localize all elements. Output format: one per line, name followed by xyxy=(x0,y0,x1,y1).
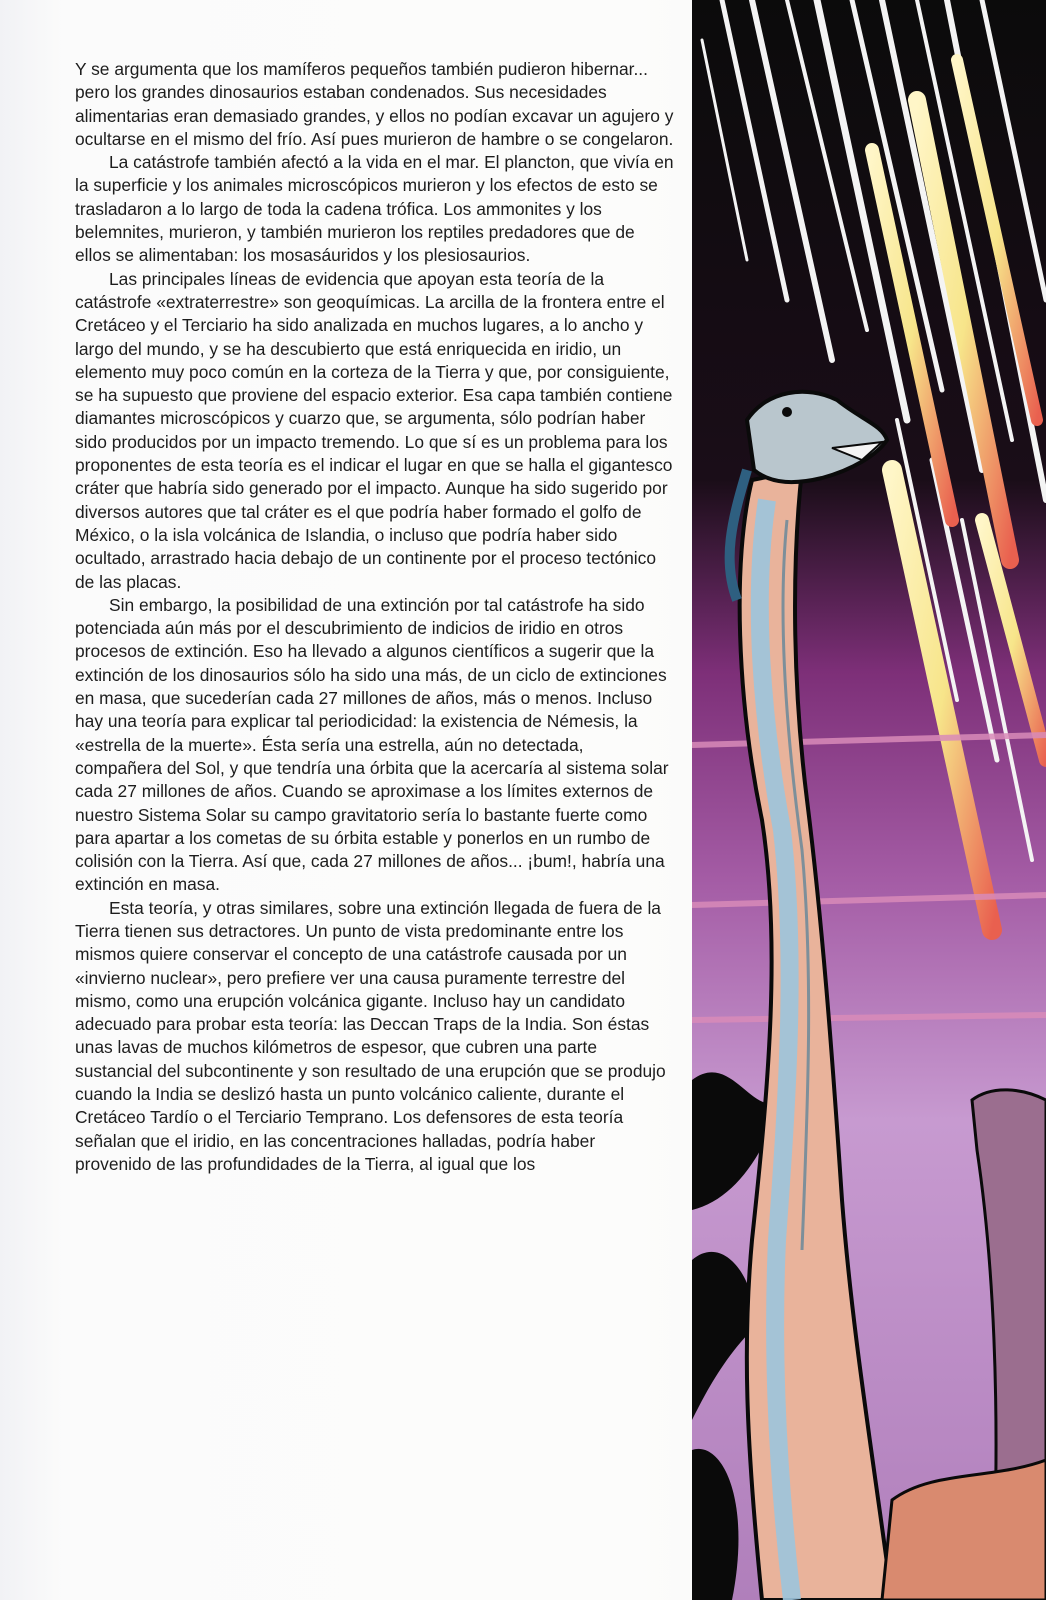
paragraph: Sin embargo, la posibilidad de una extinción por tal catástrofe ha sido potenciada aún más por el descubrimiento de indicios de iridio en otros procesos de extinción. Eso ha llevado a algunos científicos a sugerir que la extinción de los dinosaurios sólo ha sido una más, de un ciclo de extinciones en masa, que sucederían cada 27 millones de años, más o menos. Incluso hay una teoría para explicar tal periodicidad: la existencia de Némesis, la «estrella de la muerte». Ésta sería una estrella, aún no detectada, compañera del Sol, y que tendría una órbita que la acercaría al sistema solar cada 27 millones de años. Cuando se aproximase a los límites externos de nuestro Sistema Solar su campo gravitatorio sería lo bastante fuerte como para apartar a los cometas de su órbita estable y ponerlos en un rumbo de colisión con la Tierra. Así que, cada 27 millones de años... ¡bum!, habría una extinción en masa. xyxy=(75,594,669,895)
paragraph: Las principales líneas de evidencia que apoyan esta teoría de la catástrofe «extraterrestre» son geoquímicas. La arcilla de la frontera entre el Cretáceo y el Terciario ha sido analizada en muchos lugares, a lo ancho y largo del mundo, y se ha descubierto que está enriquecida en iridio, un elemento muy poco común en la corteza de la Tierra y que, por consiguiente, se ha supuesto que proviene del espacio exterior. Esa capa también contiene diamantes microscópicos y cuarzo que, se argumenta, sólo podrían haber sido producidos por un impacto tremendo. Lo que sí es un problema para los proponentes de esta teoría es el indicar el lugar en que se halla el gigantesco cráter que habría sido generado por el impacto. Aunque ha sido sugerido por diversos autores que tal cráter es el que podría haber formado el golfo de México, o la isla volcánica de Islandia, o incluso que podría haber sido ocultado, arrastrado hacia debajo de un continente por el proceso tectónico de las placas. xyxy=(75,268,673,592)
dinosaur-meteor-illustration xyxy=(692,0,1046,1600)
paragraph: Esta teoría, y otras similares, sobre una extinción llegada de fuera de la Tierra tienen sus detractores. Un punto de vista predominante entre los mismos quiere conservar el concepto de una catástrofe causada por un «invierno nuclear», pero prefiere ver una causa puramente terrestre del mismo, como una erupción volcánica gigante. Incluso hay un candidato adecuado para probar esta teoría: las Deccan Traps de la India. Son éstas unas lavas de muchos kilómetros de espesor, que cubren una parte sustancial del subcontinente y son resultado de una erupción que se produjo cuando la India se deslizó hasta un punto volcánico caliente, durante el Cretáceo Tardío o el Terciario Temprano. Los defensores de esta teoría señalan que el iridio, en las concentraciones halladas, podría haber provenido de las profundidades de la Tierra, al igual que los xyxy=(75,897,666,1174)
paragraph: Y se argumenta que los mamíferos pequeños también pudieron hibernar... pero los grandes dinosaurios estaban condenados. Sus necesidades alimentarias eran demasiado grandes, y ellos no podían excavar un agujero y ocultarse en el mismo del frío. Así pues murieron de hambre o se congelaron. xyxy=(75,59,674,149)
paragraph: La catástrofe también afectó a la vida en el mar. El plancton, que vivía en la superficie y los animales microscópicos murieron y los efectos de esto se trasladaron a lo largo de toda la cadena trófica. Los ammonites y los belemnites, murieron, y también murieron los reptiles predadores que de ellos se alimentaban: los mosasáuridos y los plesiosaurios. xyxy=(75,152,674,266)
body-text xyxy=(75,58,675,1176)
